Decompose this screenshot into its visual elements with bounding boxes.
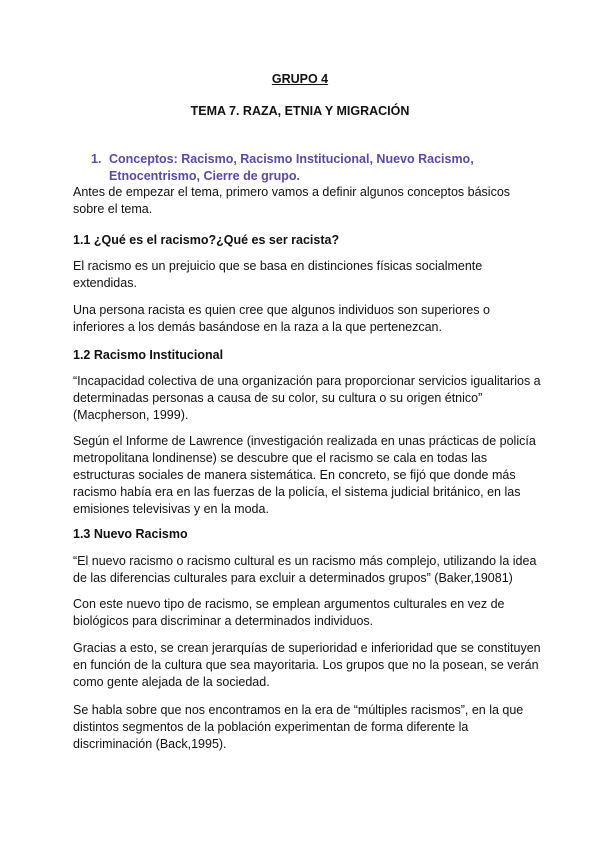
list-number: 1. [91, 152, 102, 166]
topic-title: TEMA 7. RAZA, ETNIA Y MIGRACIÓN [190, 104, 410, 118]
intro-paragraph: Antes de empezar el tema, primero vamos a definir algunos conceptos básicos sobre el tema. [73, 185, 511, 216]
section-1-3-paragraph-3: Gracias a esto, se crean jerarquías de superioridad e inferioridad que se constituyen en función de la cultura que sea mayoritaria. Los grupos que no la posean, se verán como gente alejada de la sociedad. [73, 641, 541, 689]
section-1-3-heading: 1.3 Nuevo Racismo [73, 527, 188, 541]
group-title: GRUPO 4 [271, 72, 329, 86]
section-1-1-paragraph-1: El racismo es un prejuicio que se basa en distinciones físicas socialmente extendidas. [73, 259, 483, 290]
section-1-3-paragraph-1: “El nuevo racismo o racismo cultural es un racismo más complejo, utilizando la idea de las diferencias culturales para excluir a determinados grupos” (Baker,19081) [73, 554, 537, 585]
section-1-1-paragraph-2: Una persona racista es quien cree que algunos individuos son superiores o inferiores a los demás basándose en la raza a la que pertenezcan. [73, 303, 490, 334]
section-1-2-heading: 1.2 Racismo Institucional [73, 348, 224, 362]
section-1-3-paragraph-2: Con este nuevo tipo de racismo, se emplean argumentos culturales en vez de biológicos para discriminar a determinados individuos. [73, 597, 505, 628]
section-1-2-paragraph-1: “Incapacidad colectiva de una organización para proporcionar servicios igualitarios a determinadas personas a causa de su color, su cultura o su origen étnico” (Macpherson, 1999). [73, 374, 541, 422]
section-1-1-heading: 1.1 ¿Qué es el racismo?¿Qué es ser racista? [73, 233, 340, 247]
section-1-3-paragraph-4: Se habla sobre que nos encontramos en la era de “múltiples racismos”, en la que distintos segmentos de la población experimentan de forma diferente la discriminación (Back,1995). [73, 703, 524, 751]
list-text: Conceptos: Racismo, Racismo Institucional, Nuevo Racismo, Etnocentrismo, Cierre de grupo. [109, 152, 474, 183]
section-1-2-paragraph-2: Según el Informe de Lawrence (investigación realizada en unas prácticas de policía metropolitana londinense) se descubre que el racismo se cala en todas las estructuras sociales de manera sistemática. En concreto, se fijó que donde más racismo había era en las fuerzas de la policía, el sistema judicial británico, en las emisiones televisivas y en la moda. [73, 434, 536, 516]
